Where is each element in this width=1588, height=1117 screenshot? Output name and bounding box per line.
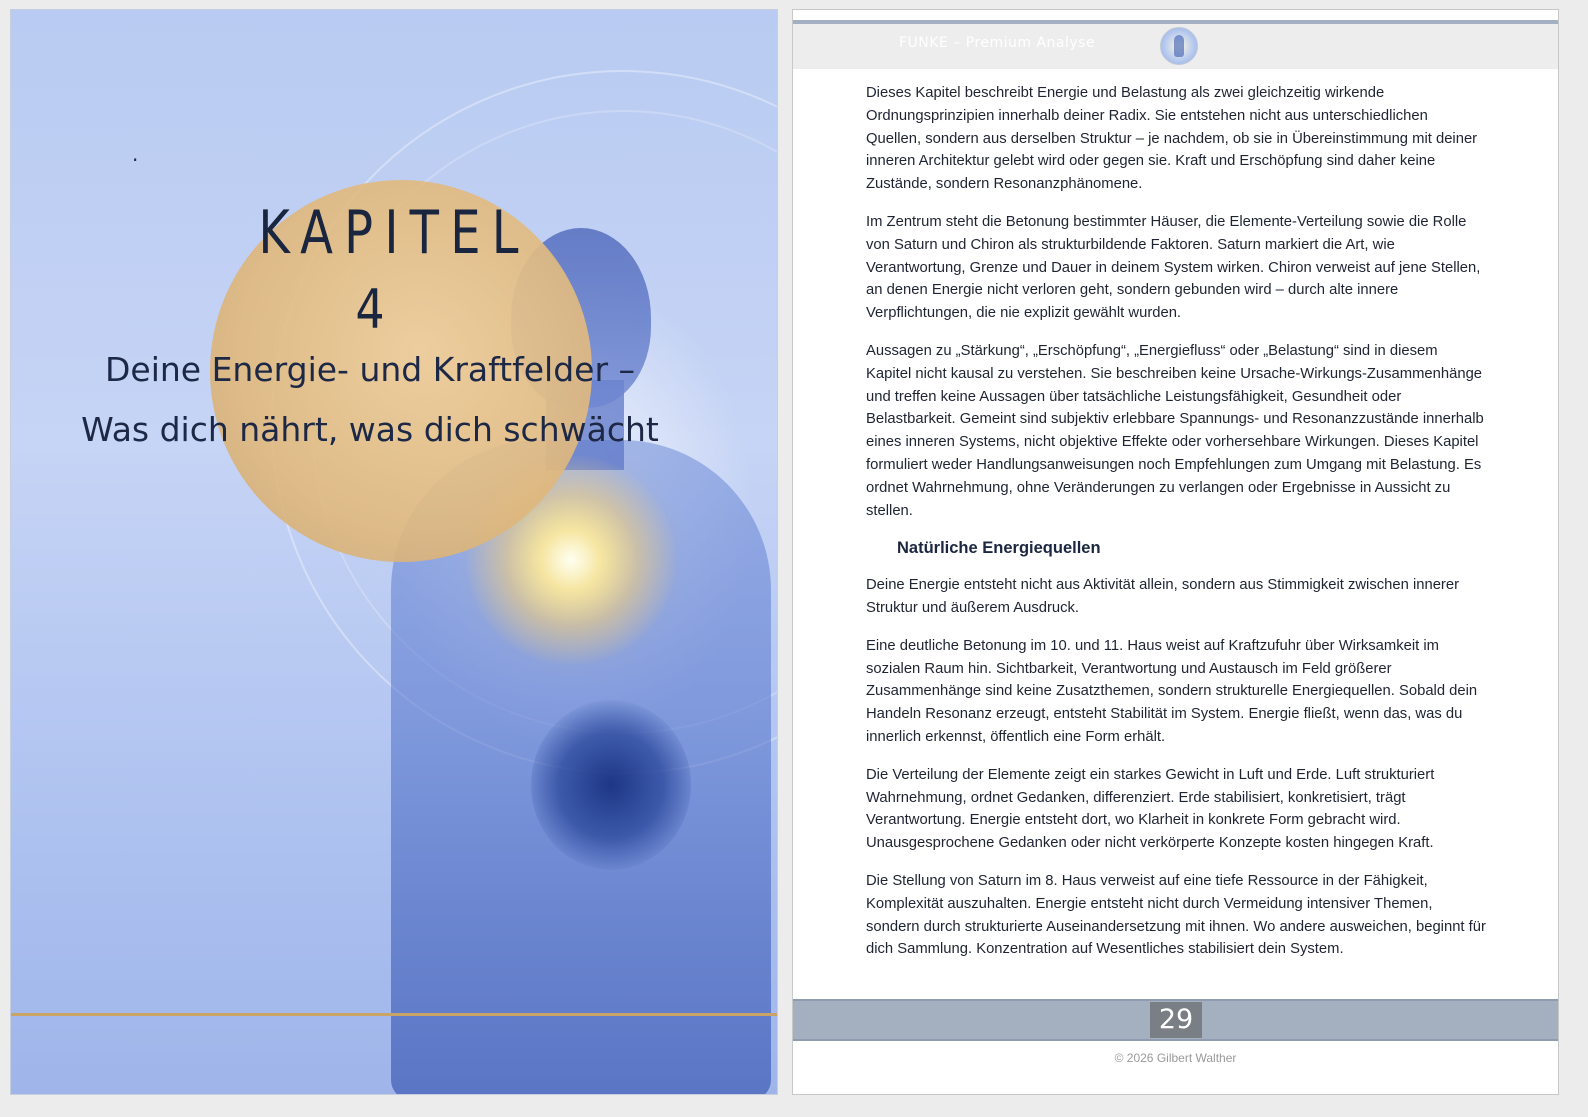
section-heading: Natürliche Energiequellen bbox=[897, 539, 1101, 558]
cover-dot: . bbox=[132, 142, 139, 166]
intro-paragraph: Aussagen zu „Stärkung“, „Erschöpfung“, „Energiefluss“ oder „Belastung“ sind in diesem Kapitel nicht kausal zu verstehen. Sie beschreiben keine Ursache-Wirkungs-Zusammenhänge und treffen keine Aussagen über tatsächliche Leistungsfähigkeit, Gesundheit oder Belastbarkeit. Gemeint sind subjektiv erlebbare Spannungs- und Resonanzzustände innerhalb eines inneren Systems, nicht objektive Effekte oder vorhersehbare Wirkungen. Dieses Kapitel formuliert weder Handlungsanweisungen noch Empfehlungen zum Umgang mit Belastung. Es ordnet Wahrnehmung, ohne Veränderungen zu verlangen oder Ergebnisse in Aussicht zu stellen. bbox=[866, 342, 1484, 519]
intro-paragraph: Dieses Kapitel beschreibt Energie und Belastung als zwei gleichzeitig wirkende Ordnungsprinzipien innerhalb deiner Radix. Sie entstehen nicht aus unterschiedlichen Quellen, sondern aus derselben Struktur – je nachdem, ob sie in Übereinstimmung mit deiner inneren Architektur gelebt wird oder gegen sie. Kraft und Erschöpfung sind daher keine Zustände, sondern Resonanzphänomene. bbox=[866, 85, 1478, 193]
section-paragraph: Eine deutliche Betonung im 10. und 11. Haus weist auf Kraftzufuhr über Wirksamkeit im sozialen Raum hin. Sichtbarkeit, Verantwortung und Austausch im Feld größerer Zusammenhänge sind keine Zusatzthemen, sondern strukturelle Energiequellen. Sobald dein Handeln Resonanz erzeugt, entsteht Stabilität im System. Energie fließt, wenn das, was du innerlich erkennst, öffentlich eine Form erhält. bbox=[866, 637, 1478, 745]
chapter-title-line-2: Was dich nährt, was dich schwächt bbox=[81, 410, 659, 449]
header-title: FUNKE – Premium Analyse bbox=[899, 35, 1096, 51]
intro-paragraph: Im Zentrum steht die Betonung bestimmter Häuser, die Elemente-Verteilung sowie die Rolle von Saturn und Chiron als strukturbildende Faktoren. Saturn markiert die Art, wie Verantwortung, Grenze und Dauer in deinem System wirken. Chiron verweist auf jene Stellen, an denen Energie nicht verloren geht, sondern gebunden wird – durch alte innere Verpflichtungen, die nie explizit gewählt wurden. bbox=[866, 213, 1481, 322]
page-content bbox=[866, 82, 1486, 976]
page-header bbox=[793, 24, 1558, 69]
section-paragraph: Deine Energie entsteht nicht aus Aktivität allein, sondern aus Stimmigkeit zwischen innerer Struktur und äußerem Ausdruck. bbox=[866, 577, 1460, 616]
page-footer-bar bbox=[793, 999, 1558, 1041]
page-number: 29 bbox=[1150, 1002, 1202, 1038]
cover-gold-rule bbox=[11, 1013, 777, 1016]
energy-network-core bbox=[531, 700, 691, 870]
section-paragraph: Die Stellung von Saturn im 8. Haus verweist auf eine tiefe Ressource in der Fähigkeit, Komplexität auszuhalten. Energie entsteht nicht durch Vermeidung intensiver Themen, sondern durch strukturierte Auseinandersetzung mit ihnen. Wo andere ausweichen, beginnt für dich Sammlung. Konzentration auf Wesentliches stabilisiert dein System. bbox=[866, 872, 1486, 958]
text-page bbox=[792, 9, 1559, 1095]
chapter-number: 4 bbox=[355, 278, 385, 341]
copyright-notice: © 2026 Gilbert Walther bbox=[1114, 1051, 1237, 1065]
chapter-cover-page bbox=[10, 9, 778, 1095]
section-paragraph: Die Verteilung der Elemente zeigt ein starkes Gewicht in Luft und Erde. Luft strukturiert Wahrnehmung, ordnet Gedanken, differenziert. Erde stabilisiert, konkretisiert, trägt Verantwortung. Energie entsteht dort, wo Klarheit in konkrete Form gebracht wird. Unausgesprochene Gedanken oder nicht verkörperte Konzepte kosten hingegen Kraft. bbox=[866, 766, 1435, 852]
logo-figure-shape bbox=[1174, 35, 1184, 57]
chapter-title-line-1: Deine Energie- und Kraftfelder – bbox=[104, 350, 636, 389]
chapter-label: KAPITEL bbox=[258, 198, 530, 268]
human-figure-logo-icon bbox=[1160, 27, 1198, 65]
